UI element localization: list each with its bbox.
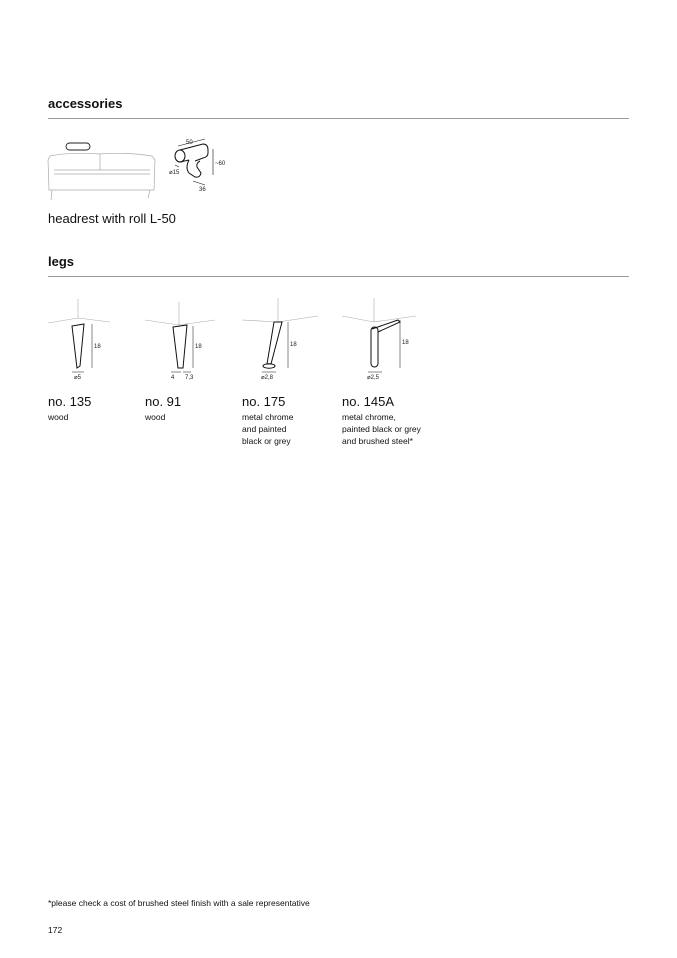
leg-135-material: wood: [48, 412, 69, 422]
leg-91-drawing: [145, 296, 225, 386]
leg-91-material: wood: [145, 412, 166, 422]
headrest-length-label: 50: [186, 140, 193, 146]
leg-175-height: 18: [290, 342, 297, 348]
leg-145a-material: metal chrome, painted black or grey and brushed steel*: [342, 412, 421, 446]
leg-145a-base: ⌀2,5: [367, 375, 379, 381]
headrest-diameter-label: ⌀15: [169, 170, 180, 176]
leg-item: [48, 296, 158, 423]
accessory-name: headrest with roll L-50: [48, 211, 176, 226]
leg-91-base-a: 4: [171, 375, 175, 381]
leg-145a-name: no. 145A: [342, 394, 395, 409]
leg-91-base-b: 7,3: [185, 375, 194, 381]
leg-135-base: ⌀5: [74, 375, 81, 381]
leg-item: [242, 296, 352, 447]
leg-91-name: no. 91: [145, 394, 182, 409]
leg-175-base: ⌀2,8: [261, 375, 273, 381]
leg-145a-drawing: [342, 296, 422, 386]
leg-145a-height: 18: [402, 340, 409, 346]
accessories-heading: accessories: [48, 96, 123, 111]
headrest-height-label: ~60: [215, 161, 226, 167]
headrest-dimension-drawing: [165, 135, 235, 193]
page-number: 172: [48, 925, 63, 935]
leg-175-material: metal chrome and painted black or grey: [242, 412, 294, 446]
leg-175-name: no. 175: [242, 394, 286, 409]
sofa-with-headrest-drawing: [44, 140, 159, 202]
leg-91-height: 18: [195, 344, 202, 350]
footnote: *please check a cost of brushed steel finish with a sale representative: [48, 898, 310, 908]
accessories-divider: [48, 118, 629, 119]
leg-item: [342, 296, 452, 447]
leg-175-drawing: [242, 296, 322, 386]
headrest-depth-label: 36: [199, 187, 206, 193]
leg-item: [145, 296, 255, 423]
legs-divider: [48, 276, 629, 277]
legs-heading: legs: [48, 254, 75, 269]
leg-135-drawing: [48, 296, 128, 386]
leg-135-name: no. 135: [48, 394, 92, 409]
leg-135-height: 18: [94, 344, 101, 350]
